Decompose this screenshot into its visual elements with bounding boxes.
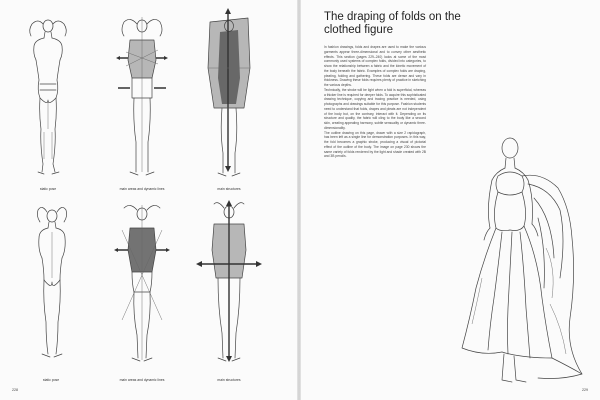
book-gutter — [297, 0, 301, 400]
caption-main-structures-bottom: main structures — [217, 378, 241, 382]
caption-static-pose-bottom: static pose — [42, 378, 60, 382]
caption-dynamic-lines-bottom: main areas and dynamic lines — [119, 378, 165, 382]
paragraph-3: The outline drawing on this page, drawn with a size 2 rapidograph, has been left as a single line for demonstration purposes. In this way, the fold becomes a graphic stroke, producing a visual of pictorial effect of the outline of the body. The image on page 230 shows the same variety of folds rendered by the light and shade created with 2B and 3B pencils. — [324, 130, 426, 159]
caption-dynamic-lines-top: main areas and dynamic lines — [119, 187, 165, 191]
paragraph-1: In fashion drawings, folds and drapes are used to make the various garments appear three-dimensional and to convey other aesthetic effects. This section (pages 229–240) looks at some of the most commonly used systems of complex folds, divided into categories, to show the relationship between a fabric and the kinetic movement of the body beneath the fabric. Examples of complex folds are draping, pleating, folding and gathering. These folds are dense and vary in thickness. Drawing these folds requires plenty of practice in sketching the various depths. — [324, 45, 426, 87]
figure-main-structures-bottom — [196, 198, 262, 368]
page-number-left: 228 — [12, 388, 18, 392]
paragraph-2: Technically, the stroke will be light when a fold is superficial, whereas a thicker line is required for deeper folds. To acquire this sophisticated drawing technique, copying and tracing practice is needed, using photographs and drawings suitable for this purpose. Fashion students need to understand that folds, drapes and pleats are not independent of the body but, on the contrary, interact with it. Depending on its structure and quality, the fabric will cling to the body like a second skin, creating appealing harmony, subtle sensuality or dynamic three-dimensionality. — [324, 87, 426, 130]
page-title: The draping of folds on the clothed figure — [324, 11, 461, 36]
body-text — [324, 45, 426, 159]
caption-static-pose-top: static pose — [39, 187, 57, 191]
figure-draped-gown — [442, 128, 592, 390]
figure-dynamic-lines-bottom — [112, 200, 172, 368]
figure-static-pose-bottom — [24, 202, 80, 364]
caption-main-structures-top: main structures — [217, 187, 241, 191]
figure-main-structures-top — [198, 8, 260, 183]
figure-dynamic-lines-top — [112, 12, 172, 182]
figure-static-pose-top — [18, 14, 78, 179]
page-number-right: 229 — [582, 388, 588, 392]
